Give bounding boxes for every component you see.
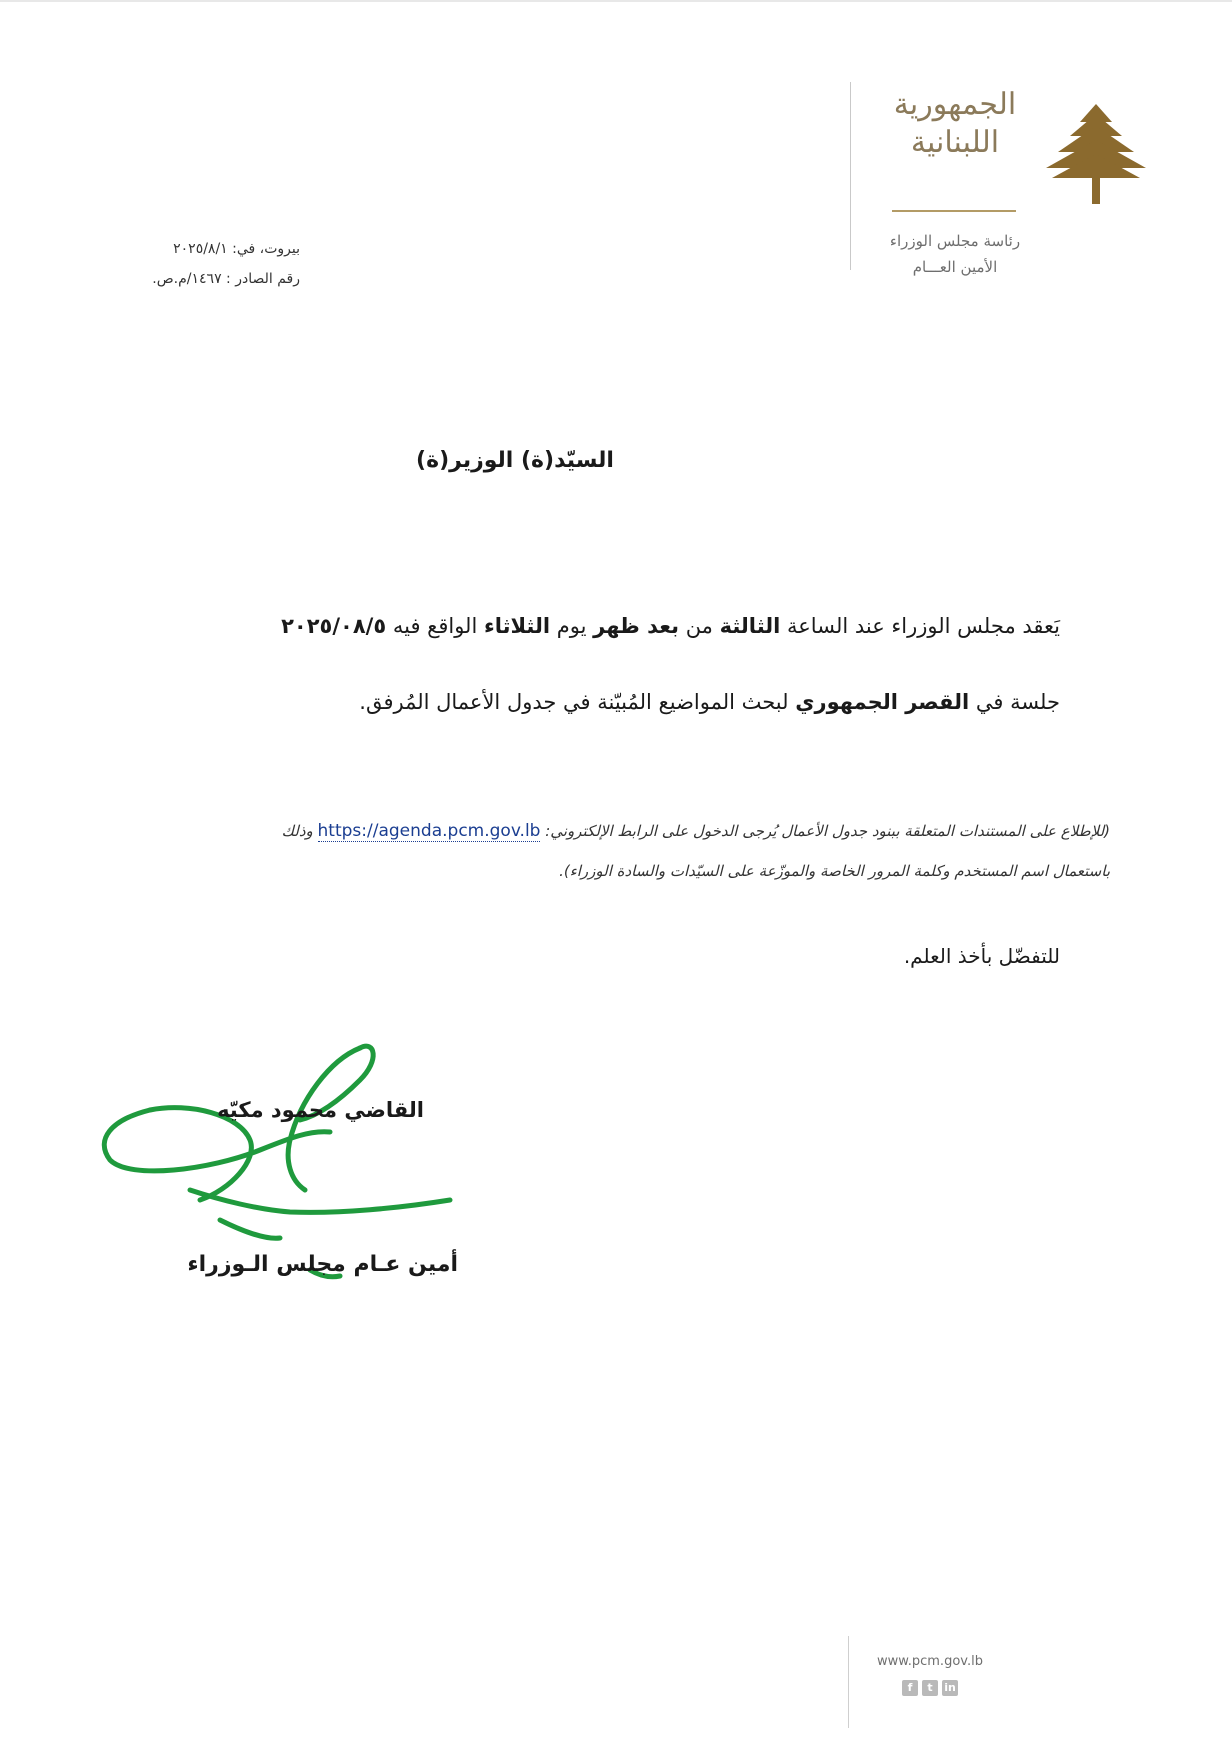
linkedin-icon[interactable]: in xyxy=(942,1680,958,1696)
office-text xyxy=(870,228,1040,280)
para1-text-2: من xyxy=(679,614,720,638)
office-line-1: رئاسة مجلس الوزراء xyxy=(889,232,1021,250)
facebook-icon[interactable]: f xyxy=(902,1680,918,1696)
salutation: السيّد(ة) الوزير(ة) xyxy=(416,448,614,473)
para2-text-1: جلسة في xyxy=(969,690,1060,714)
para1-bold-day: الثلاثاء xyxy=(483,614,551,638)
para2-bold-palace: القصر الجمهوري xyxy=(795,690,970,714)
agenda-link[interactable]: https://agenda.pcm.gov.lb xyxy=(317,821,541,841)
signatory-title: أمين عـام مجلس الـوزراء xyxy=(187,1252,458,1277)
office-line-2: الأمين العـــام xyxy=(912,258,998,276)
note-text-post: وذلك xyxy=(281,822,318,840)
para1-text-3: يوم xyxy=(550,614,594,638)
emblem-line-1: الجمهورية xyxy=(893,87,1017,122)
social-icons xyxy=(902,1680,962,1698)
body-paragraph-2 xyxy=(140,690,1060,714)
para1-bold-date: ٢٠٢٥/٠٨/٥ xyxy=(281,614,387,638)
republic-emblem-text xyxy=(870,86,1040,162)
para1-text-4: الواقع فيه xyxy=(386,614,484,638)
letterhead-divider xyxy=(850,82,851,270)
footer-website[interactable]: www.pcm.gov.lb xyxy=(877,1654,983,1669)
closing-line: للتفضّل بأخذ العلم. xyxy=(903,944,1060,968)
emblem-underline xyxy=(892,210,1016,212)
emblem-line-2: اللبنانية xyxy=(910,125,1000,160)
para1-bold-time: الثالثة xyxy=(719,614,781,638)
para1-bold-afternoon: بعد ظهر xyxy=(593,614,680,638)
note-line-1 xyxy=(140,812,1110,850)
reference-line: رقم الصادر : ١٤٦٧/م.ص. xyxy=(152,271,300,287)
top-edge-line xyxy=(0,0,1232,2)
para1-text-1: يَعقد مجلس الوزراء عند الساعة xyxy=(780,614,1060,638)
signatory-name: القاضي محمود مكيّه xyxy=(217,1098,424,1122)
date-reference-block xyxy=(60,234,300,294)
body-paragraph-1 xyxy=(140,614,1060,638)
note-text-pre: (للإطلاع على المستندات المتعلقة ببنود جدول الأعمال يُرجى الدخول على الرابط الإلكتروني: xyxy=(540,822,1110,840)
date-line: بيروت، في: ٢٠٢٥/٨/١ xyxy=(173,241,300,257)
cedar-icon xyxy=(1040,100,1152,212)
twitter-icon[interactable]: t xyxy=(922,1680,938,1696)
footer-divider xyxy=(848,1636,849,1728)
note-line-2: باستعمال اسم المستخدم وكلمة المرور الخاصة والموزّعة على السيّدات والسادة الوزراء). xyxy=(559,862,1110,880)
para2-text-2: لبحث المواضيع المُبيّنة في جدول الأعمال المُرفق. xyxy=(359,690,796,714)
